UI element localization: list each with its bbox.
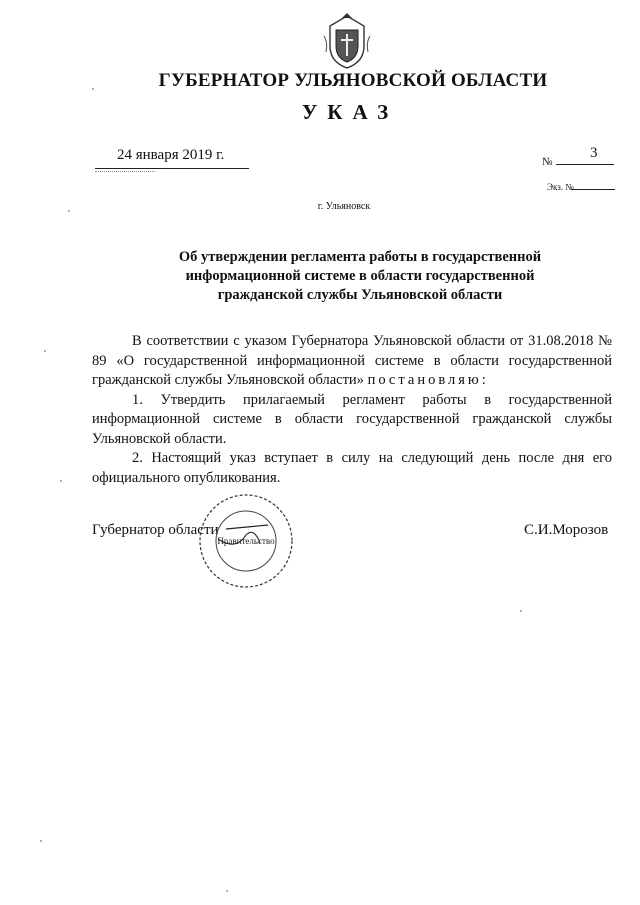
margin-mark [68,210,70,212]
decree-body [92,332,612,488]
margin-mark [520,610,522,612]
margin-mark [44,350,46,352]
signatory-role: Губернатор области [92,522,219,538]
coat-of-arms-icon [322,12,372,70]
copy-number-label: Экз. № [547,182,574,192]
decree-number: 3 [590,145,598,161]
margin-mark [40,840,42,842]
document-type: УКАЗ [301,100,399,124]
margin-mark [60,480,62,482]
margin-mark [92,88,94,90]
body-paragraph: 1. Утвердить прилагаемый регламент работы в государственной информационной системе в области государственной гражданской службы Ульяновской области. [92,391,612,447]
decree-title [150,248,570,305]
decree-keyword: постановляю: [367,372,489,388]
title-line: информационной системе в области государственной [185,268,535,284]
date-underline-dotted [95,171,155,172]
city: г. Ульяновск [317,201,371,212]
decree-date: 24 января 2019 г. [117,147,225,163]
copy-number-underline [571,189,615,190]
preamble-text: В соответствии с указом Губернатора Ульяновской области от 31.08.2018 № 89 «О государственной информационной системе в области государственной гражданской службы Ульяновской области» [92,333,612,388]
title-line: Об утверждении регламента работы в государственной [178,249,542,265]
seal-text: Правительство [217,536,275,546]
title-line: гражданской службы Ульяновской области [217,287,503,303]
seal-stamp-icon [196,491,296,591]
signatory-name: С.И.Морозов [524,522,609,538]
body-paragraph [92,332,612,391]
body-paragraph: 2. Настоящий указ вступает в силу на следующий день после дня его официального опубликования. [92,450,612,486]
margin-mark [226,890,228,892]
number-label: № [542,156,553,168]
number-underline [556,164,614,165]
date-underline [95,168,249,169]
issuer-title: ГУБЕРНАТОР УЛЬЯНОВСКОЙ ОБЛАСТИ [158,70,548,91]
